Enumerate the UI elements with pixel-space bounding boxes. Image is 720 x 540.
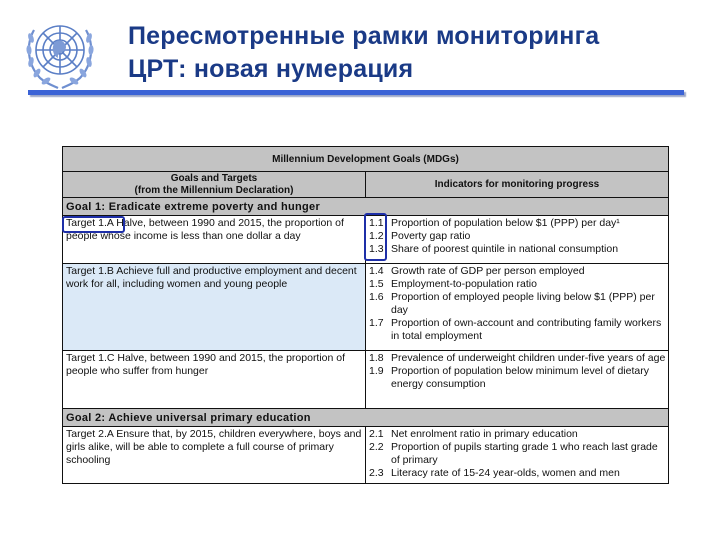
- un-emblem-icon: [22, 12, 98, 96]
- indicators-2a-cell: [366, 427, 668, 483]
- target-1a-label: Target 1.A: [66, 217, 114, 229]
- target-1c-text: Halve, between 1990 and 2015, the proportion of people who suffer from hunger: [66, 352, 346, 377]
- target-1b-text: Achieve full and productive employment and decent work for all, including women and young people: [66, 265, 357, 290]
- target-1b-label: Target 1.B: [66, 265, 114, 277]
- column-header-indicators: Indicators for monitoring progress: [434, 179, 600, 190]
- indicator-1-2: 1.2 Poverty gap ratio: [369, 230, 471, 242]
- title-line-1: Пересмотренные рамки мониторинга: [128, 22, 600, 50]
- indicator-1-1: 1.1 Proportion of population below $1 (PPP) per day¹: [369, 217, 620, 229]
- target-1a-text: Halve, between 1990 and 2015, the proportion of people whose income is less than one dollar a day: [66, 217, 344, 242]
- indicator-2-3: 2.3 Literacy rate of 15-24 year-olds, women and men: [369, 467, 620, 479]
- table-row-target-1c: [63, 350, 668, 408]
- column-header-goals-line1: Goals and Targets: [170, 172, 258, 184]
- column-header-goals-line2: (from the Millennium Declaration): [134, 184, 294, 196]
- table-row-target-1b: [63, 263, 668, 350]
- target-2a-text: Ensure that, by 2015, children everywhere, boys and girls alike, will be able to complete a full course of primary schooling: [66, 428, 362, 466]
- column-header-row: [63, 171, 668, 197]
- indicator-1-3: 1.3 Share of poorest quintile in national consumption: [369, 243, 619, 255]
- indicators-1-1-to-1-3-highlight-box: [364, 213, 387, 261]
- indicator-2-1: 2.1 Net enrolment ratio in primary education: [369, 428, 578, 440]
- slide-title: [128, 20, 599, 86]
- indicator-1-6: 1.6 Proportion of employed people living below $1 (PPP) per day: [369, 291, 655, 316]
- target-2a-label: Target 2.A: [66, 428, 114, 440]
- goal-2-title: Goal 2: Achieve universal primary education: [66, 412, 311, 424]
- target-1c-label: Target 1.C: [66, 352, 115, 364]
- column-header-goals: [63, 172, 366, 197]
- table-caption: Millennium Development Goals (MDGs): [63, 147, 668, 171]
- target-1c-cell: [63, 351, 366, 408]
- mdg-table: [62, 146, 669, 484]
- goal-1-title: Goal 1: Eradicate extreme poverty and hunger: [66, 201, 321, 213]
- indicators-1b-cell: [366, 264, 668, 350]
- table-row-target-2a: [63, 426, 668, 483]
- indicator-1-5: 1.5 Employment-to-population ratio: [369, 278, 537, 290]
- indicator-1-9: 1.9 Proportion of population below minimum level of dietary energy consumption: [369, 365, 649, 390]
- indicator-1-8: 1.8 Prevalence of underweight children under-five years of age: [369, 352, 666, 364]
- target-1b-cell: [63, 264, 366, 350]
- target-1a-highlight-box: [62, 216, 125, 233]
- title-underline-divider: [28, 90, 684, 95]
- indicator-1-7: 1.7 Proportion of own-account and contributing family workers in total employment: [369, 317, 662, 342]
- title-line-2: ЦРТ: новая нумерация: [128, 55, 414, 83]
- indicator-1-4: 1.4 Growth rate of GDP per person employed: [369, 265, 585, 277]
- indicator-2-2: 2.2 Proportion of pupils starting grade 1 who reach last grade of primary: [369, 441, 658, 466]
- goal-2-row: [63, 408, 668, 426]
- indicators-1a-cell: [366, 216, 668, 263]
- target-2a-cell: [63, 427, 366, 483]
- indicators-1c-cell: [366, 351, 668, 408]
